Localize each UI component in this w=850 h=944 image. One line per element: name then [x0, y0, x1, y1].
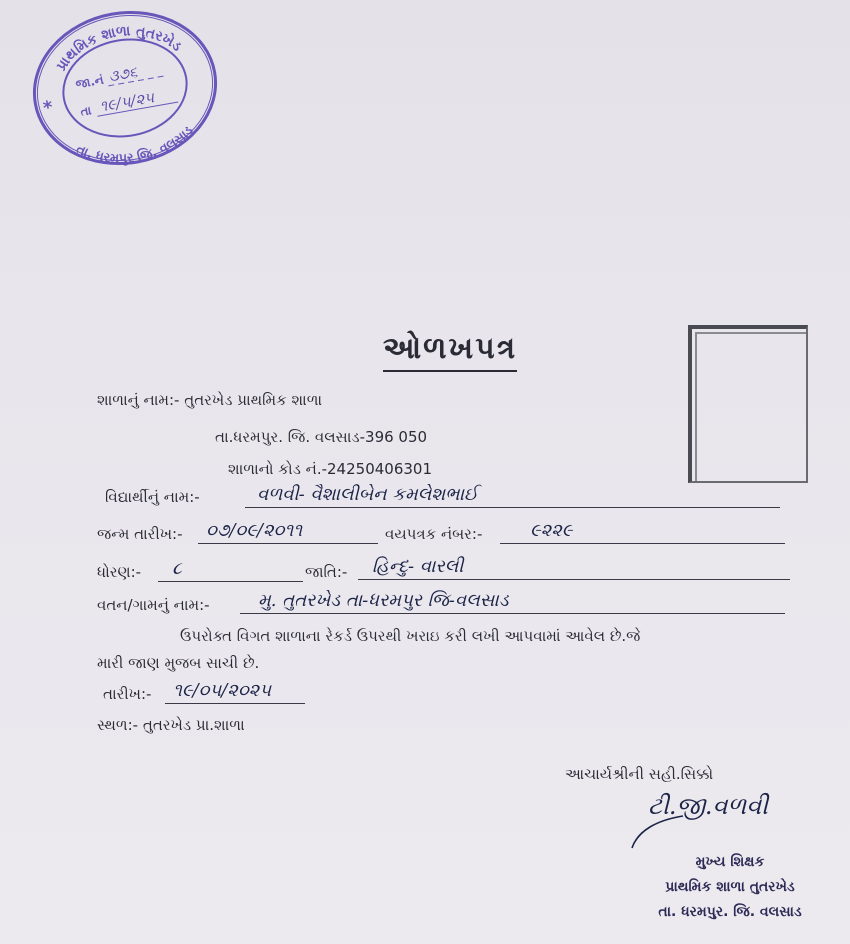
stamp-date-value: ૧૯/૫/૨૫: [98, 88, 156, 116]
head-stamp-line: પ્રાથમિક શાળા તુતરખેડ: [665, 879, 795, 895]
dob-field: [198, 520, 378, 544]
student-name-label: વિદ્યાર્થીનું નામ:-: [105, 488, 200, 506]
register-value: ૯૨૨૯: [530, 520, 573, 541]
school-round-stamp: [25, 6, 225, 171]
date-field: [165, 680, 305, 704]
register-label: વયપત્રક નંબર:-: [385, 525, 483, 543]
place-value: તુતરખેડ પ્રા.શાળા: [142, 716, 245, 734]
standard-label: ધોરણ:-: [97, 563, 142, 581]
declaration-line-2: મારી જાણ મુજબ સાચી છે.: [97, 654, 260, 672]
caste-label: જાતિ:-: [305, 563, 348, 581]
dob-label: જન્મ તારીખ:-: [97, 525, 183, 543]
caste-value: હિન્દુ- વારલી: [372, 556, 464, 577]
head-teacher-stamp: [630, 850, 830, 925]
school-name: તુતરખેડ પ્રાથમિક શાળા: [184, 391, 323, 409]
dob-value: ૦૭/૦૯/૨૦૧૧: [206, 520, 303, 541]
date-value: ૧૯/૦૫/૨૦૨૫: [173, 680, 272, 701]
stamp-date-label: તા: [79, 103, 93, 119]
standard-value: ૮: [172, 558, 182, 579]
native-label: વતન/ગામનું નામ:-: [97, 596, 210, 614]
school-name-label: શાળાનું નામ:-: [97, 391, 180, 409]
school-code-label: શાળાનો કોડ નં.-: [228, 460, 328, 478]
student-name-field: [245, 484, 780, 508]
photo-placeholder-box: [688, 325, 808, 483]
stamp-bottom-text: તા. ધરમપુર જિ. વલસાડ: [73, 123, 197, 167]
stamp-star: *: [41, 97, 55, 120]
stamp-number-value: ૩૭૬: [107, 62, 139, 86]
school-code: 24250406301: [327, 460, 432, 478]
school-address: તા.ધરમપુર. જિ. વલસાડ-396 050: [215, 428, 428, 446]
date-label: તારીખ:-: [103, 685, 152, 703]
stamp-number-label: જા.નં: [74, 72, 105, 92]
head-stamp-line: તા. ધરમપુર. જિ. વલસાડ: [658, 904, 802, 920]
document-title: ઓળખપત્ર: [383, 330, 517, 372]
declaration-line-1: ઉપરોક્ત વિગત શાળાના રેકર્ડ ઉપરથી ખરાઇ કરી લખી આપવામાં આવેલ છે.જે: [180, 627, 641, 645]
caste-field: [358, 556, 790, 580]
place-row: [97, 715, 245, 735]
signature-label: આચાર્યશ્રીની સહી.સિક્કો: [565, 765, 714, 783]
stamp-top-text: પ્રાથમિક શાળા તુતરખેડ: [53, 23, 185, 74]
standard-field: [158, 558, 303, 582]
school-code-row: [228, 459, 432, 479]
place-label: સ્થળ:-: [97, 716, 139, 734]
native-value: મુ. તુતરખેડ તા-ધરમપુર જિ-વલસાડ: [258, 590, 509, 611]
head-stamp-line: મુખ્ય શિક્ષક: [695, 854, 765, 870]
school-name-row: [97, 390, 322, 410]
native-field: [240, 590, 785, 614]
student-name-value: વળવી- વૈશાલીબેન કમલેશભાઈ: [257, 484, 478, 505]
principal-signature: ટી.જી.વળવી: [648, 792, 769, 820]
register-field: [500, 520, 785, 544]
